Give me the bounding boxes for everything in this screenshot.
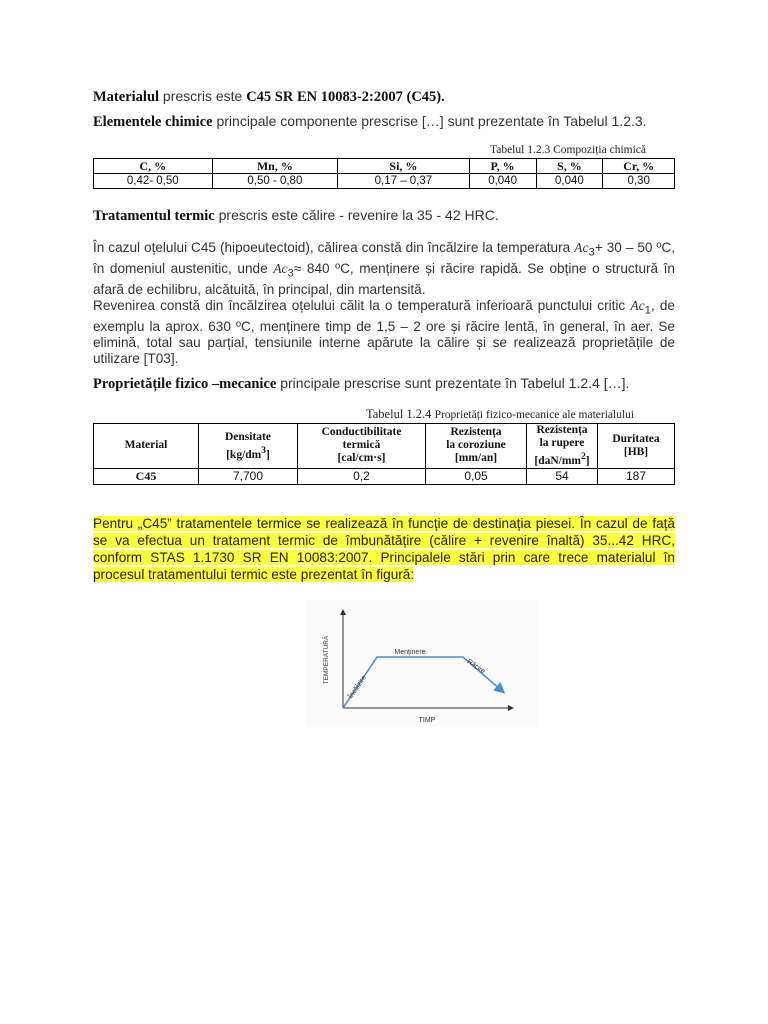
heat-treatment-figure (305, 600, 539, 727)
material-text: prescris este (159, 88, 247, 104)
table-cell: 54 (527, 468, 598, 484)
paragraph-quench (93, 240, 675, 298)
text-run: ≈ 840 ºC, menținere și răcire rapidă. Se obține o structură în afară de echilibru, alcătuită, în principal, din martensită. (93, 260, 675, 297)
header-cell: Si, % (338, 159, 469, 174)
table-row (94, 468, 675, 484)
table-cell: 0,2 (298, 468, 426, 484)
material-code: C45 SR EN 10083-2:2007 (C45). (246, 89, 445, 105)
table-cell: 0,040 (469, 174, 536, 189)
chemical-composition-table (93, 158, 675, 189)
elements-label: Elementele chimice (93, 114, 213, 130)
elements-text: principale componente prescrise […] sunt prezentate în Tabelul 1.2.3. (212, 113, 647, 129)
header-cell (199, 424, 298, 469)
header-cell (426, 424, 527, 469)
header-cell: S, % (536, 159, 603, 174)
heat-treatment-diagram (305, 600, 539, 727)
ac-subscript: 3 (287, 267, 294, 280)
material-line (93, 88, 445, 106)
table-header-row (94, 424, 675, 469)
treatment-text: prescris este călire - revenire la 35 - 42 HRC. (214, 207, 499, 223)
hold-label: Menținere (394, 649, 426, 656)
header-cell (527, 424, 598, 469)
text-run: În cazul oțelului C45 (hipoeutectoid), călirea constă din încălzire la temperatura (93, 240, 575, 255)
caption-main: Tabelul 1.2.4 (366, 407, 435, 421)
header-text: Duritatea (612, 432, 660, 445)
header-text: [HB] (623, 445, 649, 458)
header-cell: Mn, % (212, 159, 338, 174)
table-cell: 7,700 (199, 468, 298, 484)
header-text: [kg/dm (226, 448, 262, 461)
table-cell: 0,17 – 0,37 (338, 174, 469, 189)
header-text: ] (266, 448, 270, 461)
caption-rest: Proprietăți fizico-mecanice ale materialului (434, 409, 635, 421)
text-run: Revenirea constă din încălzirea oțelului călit la o temperatură inferioară punctului critic (93, 298, 631, 314)
table-cell: 0,42- 0,50 (94, 174, 213, 189)
header-text: la rupere (539, 437, 585, 449)
ac-subscript: 1 (644, 304, 651, 317)
header-text: Rezistența (536, 424, 588, 436)
header-text: [daN/mm (534, 454, 581, 467)
header-superscript: 2 (581, 451, 586, 462)
treatment-line (93, 207, 499, 225)
header-cell: P, % (469, 159, 536, 174)
ac-subscript: 3 (588, 246, 595, 259)
header-text: [cal/cm·s] (337, 452, 386, 465)
x-axis-label: TIMP (418, 717, 436, 724)
treatment-label: Tratamentul termic (93, 208, 215, 224)
text-run: , de exemplu la aprox. 630 ºC, menținere timp de 1,5 – 2 ore și răcire lentă, în general, în aer. Se elimină, total sau parțial, tensiunile interne apărute la călire și se realizează proprietățile de utilizare [T03]. (93, 298, 675, 367)
table-cell: 0,50 - 0,80 (212, 174, 338, 189)
header-text: ] (585, 454, 590, 467)
header-superscript: 3 (261, 444, 267, 456)
table-cell: 187 (598, 468, 675, 484)
paragraph-tempering (93, 298, 675, 368)
ac-symbol: Ac (273, 260, 288, 276)
table1-caption: Tabelul 1.2.3 Compoziția chimică (490, 144, 647, 156)
elements-line (93, 113, 647, 131)
header-text: [mm/an] (454, 452, 498, 465)
header-cell (598, 424, 675, 469)
table-header-row (94, 159, 675, 174)
material-label: Materialul (93, 89, 160, 105)
properties-table (93, 423, 675, 485)
table2-caption (366, 407, 634, 422)
highlighted-text: Pentru „C45” tratamentele termice se realizează în funcție de destinația piesei. În cazul de față se va efectua un tratament termic de îmbunătățire (călire + revenire înaltă) 35...42 HRC, conform STAS 1.1730 SR EN 10083:2007. Principalele stări prin care trece materialul în procesul tratamentului termic este prezentat în figură: (93, 516, 675, 582)
text-run: + 30 – 50 ºC, în domeniul austenitic, unde (93, 240, 676, 276)
y-axis-label: TEMPERATURĂ (323, 635, 330, 685)
header-text: la coroziune (446, 439, 506, 452)
header-cell: C, % (94, 159, 213, 174)
properties-line (93, 375, 629, 393)
header-text: Rezistența (450, 426, 502, 439)
treatment-description (93, 240, 675, 368)
table-cell: 0,30 (603, 174, 675, 189)
cool-label: Răcire (465, 658, 487, 676)
ac-symbol: Ac (630, 298, 645, 314)
ac-symbol: Ac (574, 240, 589, 255)
properties-label: Proprietățile fizico –mecanice (93, 376, 277, 392)
header-text: Densitate (225, 430, 271, 443)
table-cell: C45 (94, 468, 199, 484)
header-cell: Cr, % (603, 159, 675, 174)
header-text: termică (342, 439, 381, 452)
header-text: Conductibilitate (321, 426, 402, 439)
table-cell: 0,040 (536, 174, 603, 189)
table-cell: 0,05 (426, 468, 527, 484)
properties-text: principale prescrise sunt prezentate în Tabelul 1.2.4 […]. (276, 375, 630, 391)
highlighted-paragraph (93, 515, 675, 583)
table-row (94, 174, 675, 189)
heat-label: Încălzire (347, 674, 368, 700)
header-cell (298, 424, 426, 469)
header-cell: Material (94, 424, 199, 469)
